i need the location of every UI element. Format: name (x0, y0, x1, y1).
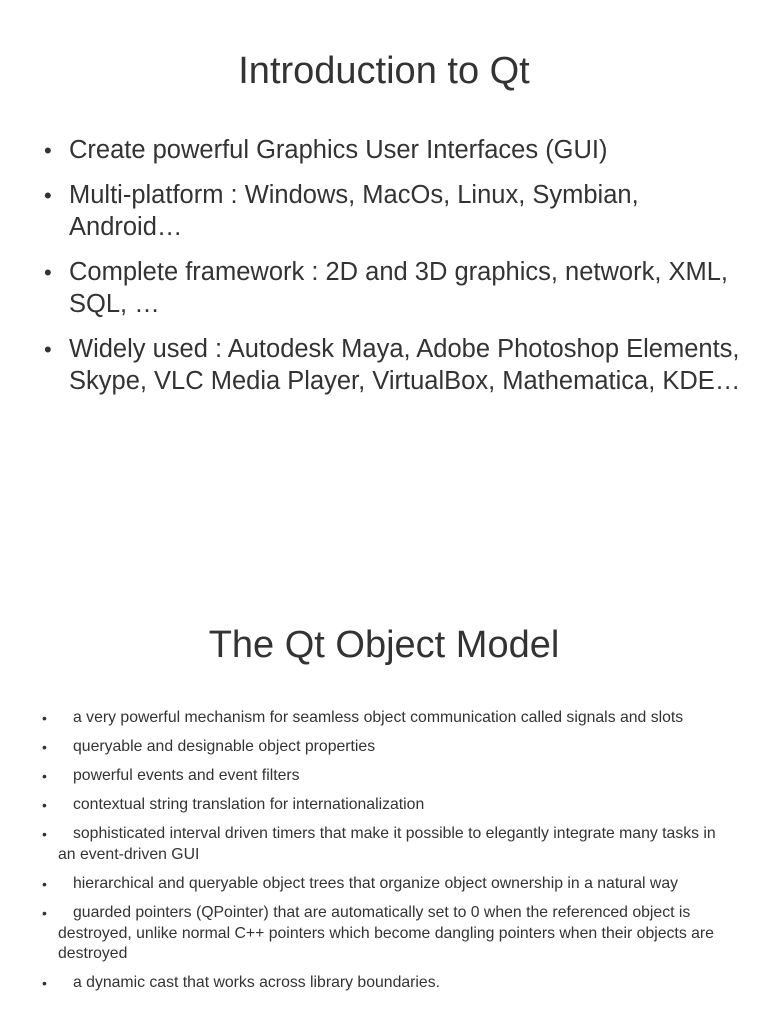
bullet-icon: • (44, 138, 52, 163)
slide-title: Introduction to Qt (238, 50, 530, 92)
list-item (44, 179, 744, 243)
bullet-icon: • (42, 876, 47, 893)
bullet-text: hierarchical and queryable object trees that organize object ownership in a natural way (73, 875, 679, 893)
bullet-text: guarded pointers (QPointer) that are automatically set to 0 when the referenced object is destroyed, unlike normal C++ pointers which become dangling pointers when their objects are destroyed (58, 904, 714, 963)
list-item (40, 973, 730, 994)
bullet-icon: • (44, 260, 52, 285)
bullet-text: Complete framework : 2D and 3D graphics, network, XML, SQL, … (69, 258, 729, 318)
bullet-icon: • (44, 337, 52, 362)
bullet-text: sophisticated interval driven timers that make it possible to elegantly integrate many tasks in an event-driven GUI (58, 825, 716, 863)
bullet-icon: • (42, 797, 47, 814)
bullet-icon: • (42, 739, 47, 756)
bullet-icon: • (44, 183, 52, 208)
bullet-text: queryable and designable object properties (73, 738, 376, 756)
bullet-icon: • (42, 975, 47, 992)
list-item (40, 903, 730, 965)
bullet-text: a dynamic cast that works across library boundaries. (73, 974, 440, 992)
bullet-text: powerful events and event filters (73, 767, 300, 785)
list-item (40, 766, 730, 787)
bullet-text: Widely used : Autodesk Maya, Adobe Photoshop Elements, Skype, VLC Media Player, VirtualBox, Mathematica, KDE… (69, 335, 741, 395)
slide-object-model (0, 600, 768, 1024)
bullet-icon: • (42, 905, 47, 922)
bullet-icon: • (42, 826, 47, 843)
bullet-text: contextual string translation for internationalization (73, 796, 425, 814)
list-item (44, 333, 744, 397)
slide-title: The Qt Object Model (208, 624, 560, 666)
bullet-list (44, 134, 744, 410)
list-item (44, 134, 744, 166)
bullet-list (40, 708, 730, 1003)
bullet-icon: • (42, 768, 47, 785)
list-item (40, 708, 730, 729)
list-item (40, 737, 730, 758)
bullet-icon: • (42, 710, 47, 726)
bullet-text: Create powerful Graphics User Interfaces (GUI) (69, 136, 608, 164)
list-item (40, 795, 730, 816)
bullet-text: a very powerful mechanism for seamless object communication called signals and slots (73, 709, 684, 726)
list-item (44, 256, 744, 320)
list-item (40, 874, 730, 895)
list-item (40, 824, 730, 865)
bullet-text: Multi-platform : Windows, MacOs, Linux, Symbian, Android… (69, 181, 639, 241)
